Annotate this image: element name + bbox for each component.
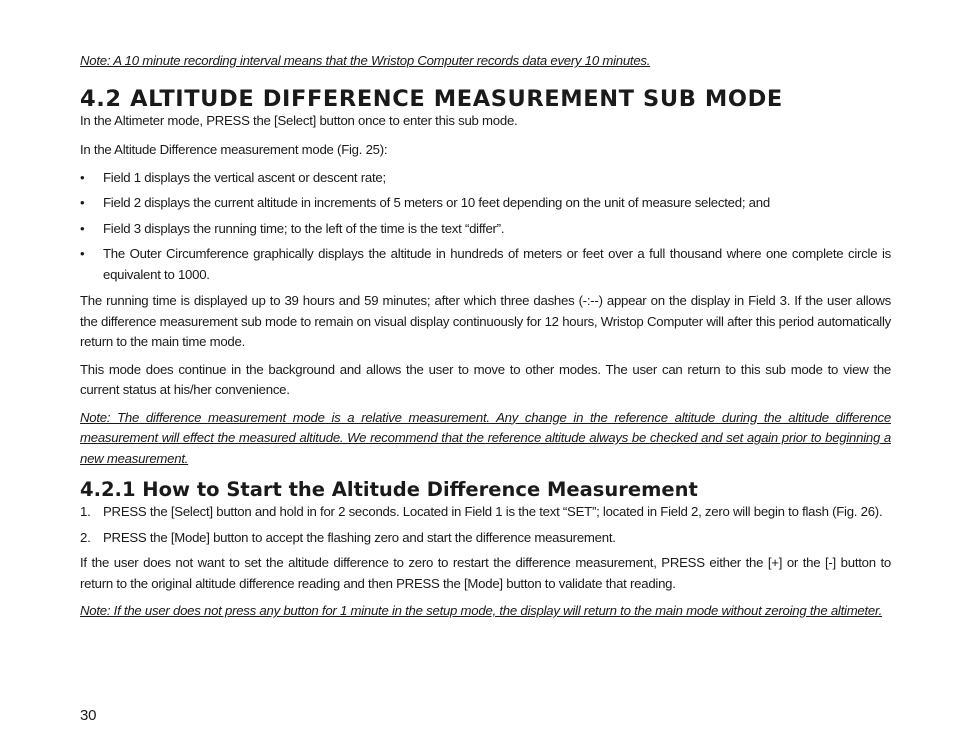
list-item [80, 168, 891, 189]
note-recording-interval: Note: A 10 minute recording interval means that the Wristop Computer records data every 10 minutes. [80, 53, 651, 68]
bullet-marker: • [80, 246, 85, 261]
list-item [80, 244, 891, 285]
bullet-marker: • [80, 169, 85, 185]
background-mode-paragraph: This mode does continue in the background and allows the user to move to other modes. The user can return to this sub mode to view the current status at his/her convenience. [80, 361, 891, 397]
list-item [80, 528, 891, 549]
intro-paragraph-2: In the Altitude Difference measurement mode (Fig. 25): [80, 142, 388, 157]
intro-paragraph-1: In the Altimeter mode, PRESS the [Select] button once to enter this sub mode. [80, 112, 518, 128]
section-title: 4.2 ALTITUDE DIFFERENCE MEASUREMENT SUB MODE [80, 85, 783, 112]
page-content [80, 50, 891, 622]
step-number: 1. [80, 504, 91, 519]
list-item [80, 502, 891, 523]
note-relative-measurement: Note: The difference measurement mode is a relative measurement. Any change in the reference altitude during the altitude difference measurement will effect the measured altitude. We recommend that the reference altitude always be checked and set again prior to beginning a new measurement. [80, 409, 891, 466]
note-setup-timeout: Note: If the user does not press any button for 1 minute in the setup mode, the display will return to the main mode without zeroing the altimeter. [80, 603, 883, 618]
bullet-text: The Outer Circumference graphically displays the altitude in hundreds of meters or feet over a full thousand where one complete circle is equivalent to 1000. [103, 246, 891, 282]
steps-list [80, 502, 891, 548]
bullet-text: Field 2 displays the current altitude in increments of 5 meters or 10 feet depending on the unit of measure selected; and [103, 195, 770, 210]
bullet-marker: • [80, 220, 85, 236]
bullet-marker: • [80, 195, 85, 210]
running-time-paragraph: The running time is displayed up to 39 hours and 59 minutes; after which three dashes (-:--) appear on the display in Field 3. If the user allows the difference measurement sub mode to remain on visual display continuously for 12 hours, Wristop Computer will after this period automatically return to the main time mode. [80, 293, 891, 349]
step-number: 2. [80, 529, 91, 545]
list-item [80, 219, 891, 240]
bullet-text: Field 1 displays the vertical ascent or descent rate; [103, 169, 386, 185]
bullet-text: Field 3 displays the running time; to the left of the time is the text “differ”. [103, 220, 505, 236]
list-item [80, 193, 891, 214]
field-bullet-list [80, 168, 891, 286]
step-text: PRESS the [Mode] button to accept the flashing zero and start the difference measurement. [103, 529, 616, 545]
subsection-title: 4.2.1 How to Start the Altitude Difference Measurement [80, 478, 698, 501]
page-number: 30 [80, 707, 97, 724]
step-text: PRESS the [Select] button and hold in for 2 seconds. Located in Field 1 is the text “SET”; located in Field 2, zero will begin to flash (Fig. 26). [103, 504, 883, 519]
restart-paragraph: If the user does not want to set the altitude difference to zero to restart the difference measurement, PRESS either the [+] or the [-] button to return to the original altitude difference reading and then PRESS the [Mode] button to validate that reading. [80, 555, 891, 591]
